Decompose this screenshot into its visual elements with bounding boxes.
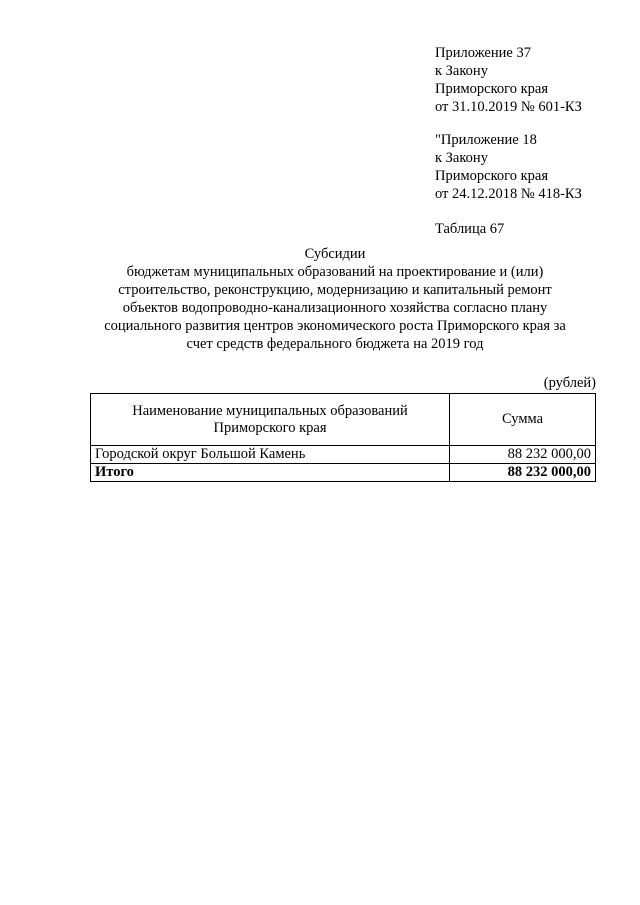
table-row [91, 446, 596, 464]
appendix-original-line: к Закону [435, 150, 488, 166]
title-line: строительство, реконструкцию, модернизацию и капитальный ремонт [118, 282, 552, 298]
title-line: социального развития центров экономического роста Приморского края за [104, 318, 566, 334]
title-line: Субсидии [304, 246, 366, 262]
total-row [91, 464, 596, 482]
appendix-current-line: от 31.10.2019 № 601-КЗ [435, 99, 582, 115]
row-name: Городской округ Большой Камень [91, 446, 450, 464]
appendix-original-line: "Приложение 18 [435, 132, 537, 148]
table-number: Таблица 67 [435, 221, 505, 237]
appendix-current-line: Приморского края [435, 81, 549, 97]
table-header-row [91, 394, 596, 446]
appendix-original-block [435, 131, 582, 203]
total-amount: 88 232 000,00 [450, 464, 596, 482]
title-line: объектов водопроводно-канализационного хозяйства согласно плану [122, 300, 548, 316]
title-line: счет средств федерального бюджета на 2019 год [186, 336, 484, 352]
appendix-current-line: к Закону [435, 63, 488, 79]
title-line: бюджетам муниципальных образований на проектирование и (или) [126, 264, 544, 280]
appendix-original-line: Приморского края [435, 168, 549, 184]
appendix-original-line: от 24.12.2018 № 418-КЗ [435, 186, 582, 202]
header-name: Наименование муниципальных образований Приморского края [91, 394, 450, 446]
total-label: Итого [91, 464, 450, 482]
units-label: (рублей) [543, 375, 596, 391]
appendix-current-line: Приложение 37 [435, 45, 531, 61]
row-amount: 88 232 000,00 [450, 446, 596, 464]
document-title [80, 245, 590, 353]
subsidy-table [90, 393, 596, 482]
appendix-current-block [435, 44, 582, 116]
header-amount: Сумма [450, 394, 596, 446]
